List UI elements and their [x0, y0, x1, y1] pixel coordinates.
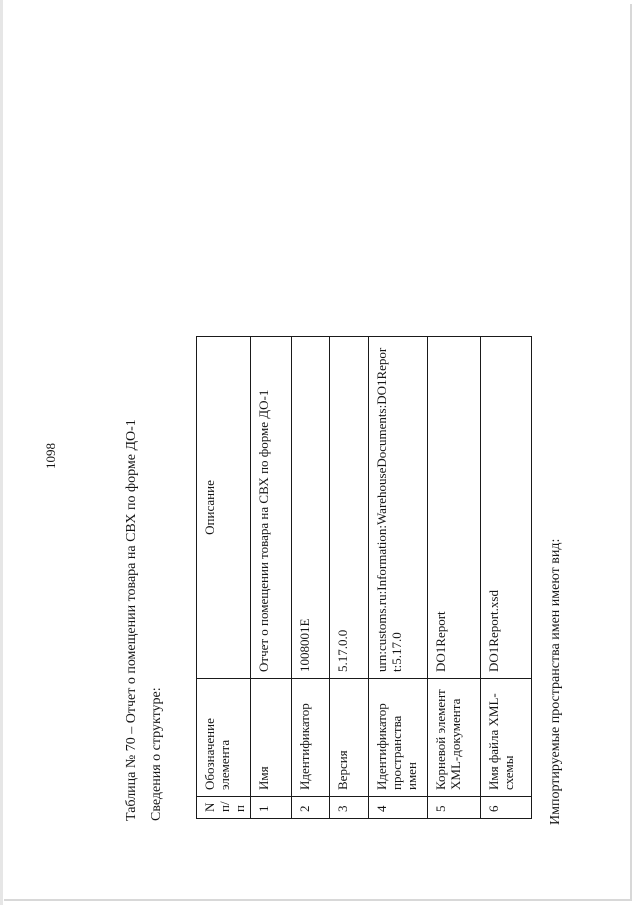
row-name: Версия: [330, 679, 369, 797]
header-description: Описание: [197, 337, 251, 679]
row-num: 6: [481, 797, 532, 819]
table-row: [251, 337, 292, 819]
row-description: DO1Report: [428, 337, 481, 679]
row-num: 3: [330, 797, 369, 819]
row-name: Корневой элемент XML-документа: [428, 679, 481, 797]
structure-table: [196, 336, 532, 819]
row-name: Идентификатор: [292, 679, 330, 797]
table-row: [481, 337, 532, 819]
structure-label: Сведения о структуре:: [149, 687, 164, 821]
row-description: 1008001E: [292, 337, 330, 679]
header-num: N п/п: [197, 797, 251, 819]
row-num: 2: [292, 797, 330, 819]
table-row: [428, 337, 481, 819]
row-description: Отчет о помещении товара на СВХ по форме ДО-1: [251, 337, 292, 679]
row-num: 1: [251, 797, 292, 819]
table-row: [330, 337, 369, 819]
page-number: 1098: [43, 443, 58, 469]
table-caption: Таблица № 70 – Отчет о помещении товара на СВХ по форме ДО-1: [124, 419, 139, 821]
header-name: Обозначение элемента: [197, 679, 251, 797]
table-row: [369, 337, 428, 819]
table-row: [292, 337, 330, 819]
row-num: 5: [428, 797, 481, 819]
table-header-row: [197, 337, 251, 819]
row-description: urn:customs.ru:Information:WarehouseDocuments:DO1Report:5.17.0: [369, 337, 428, 679]
row-num: 4: [369, 797, 428, 819]
row-description: 5.17.0.0: [330, 337, 369, 679]
row-name: Имя: [251, 679, 292, 797]
row-name: Имя файла XML-схемы: [481, 679, 532, 797]
row-description: DO1Report.xsd: [481, 337, 532, 679]
row-name: Идентификатор пространства имен: [369, 679, 428, 797]
imports-text: Импортируемые пространства имен имеют вид:: [548, 538, 563, 825]
